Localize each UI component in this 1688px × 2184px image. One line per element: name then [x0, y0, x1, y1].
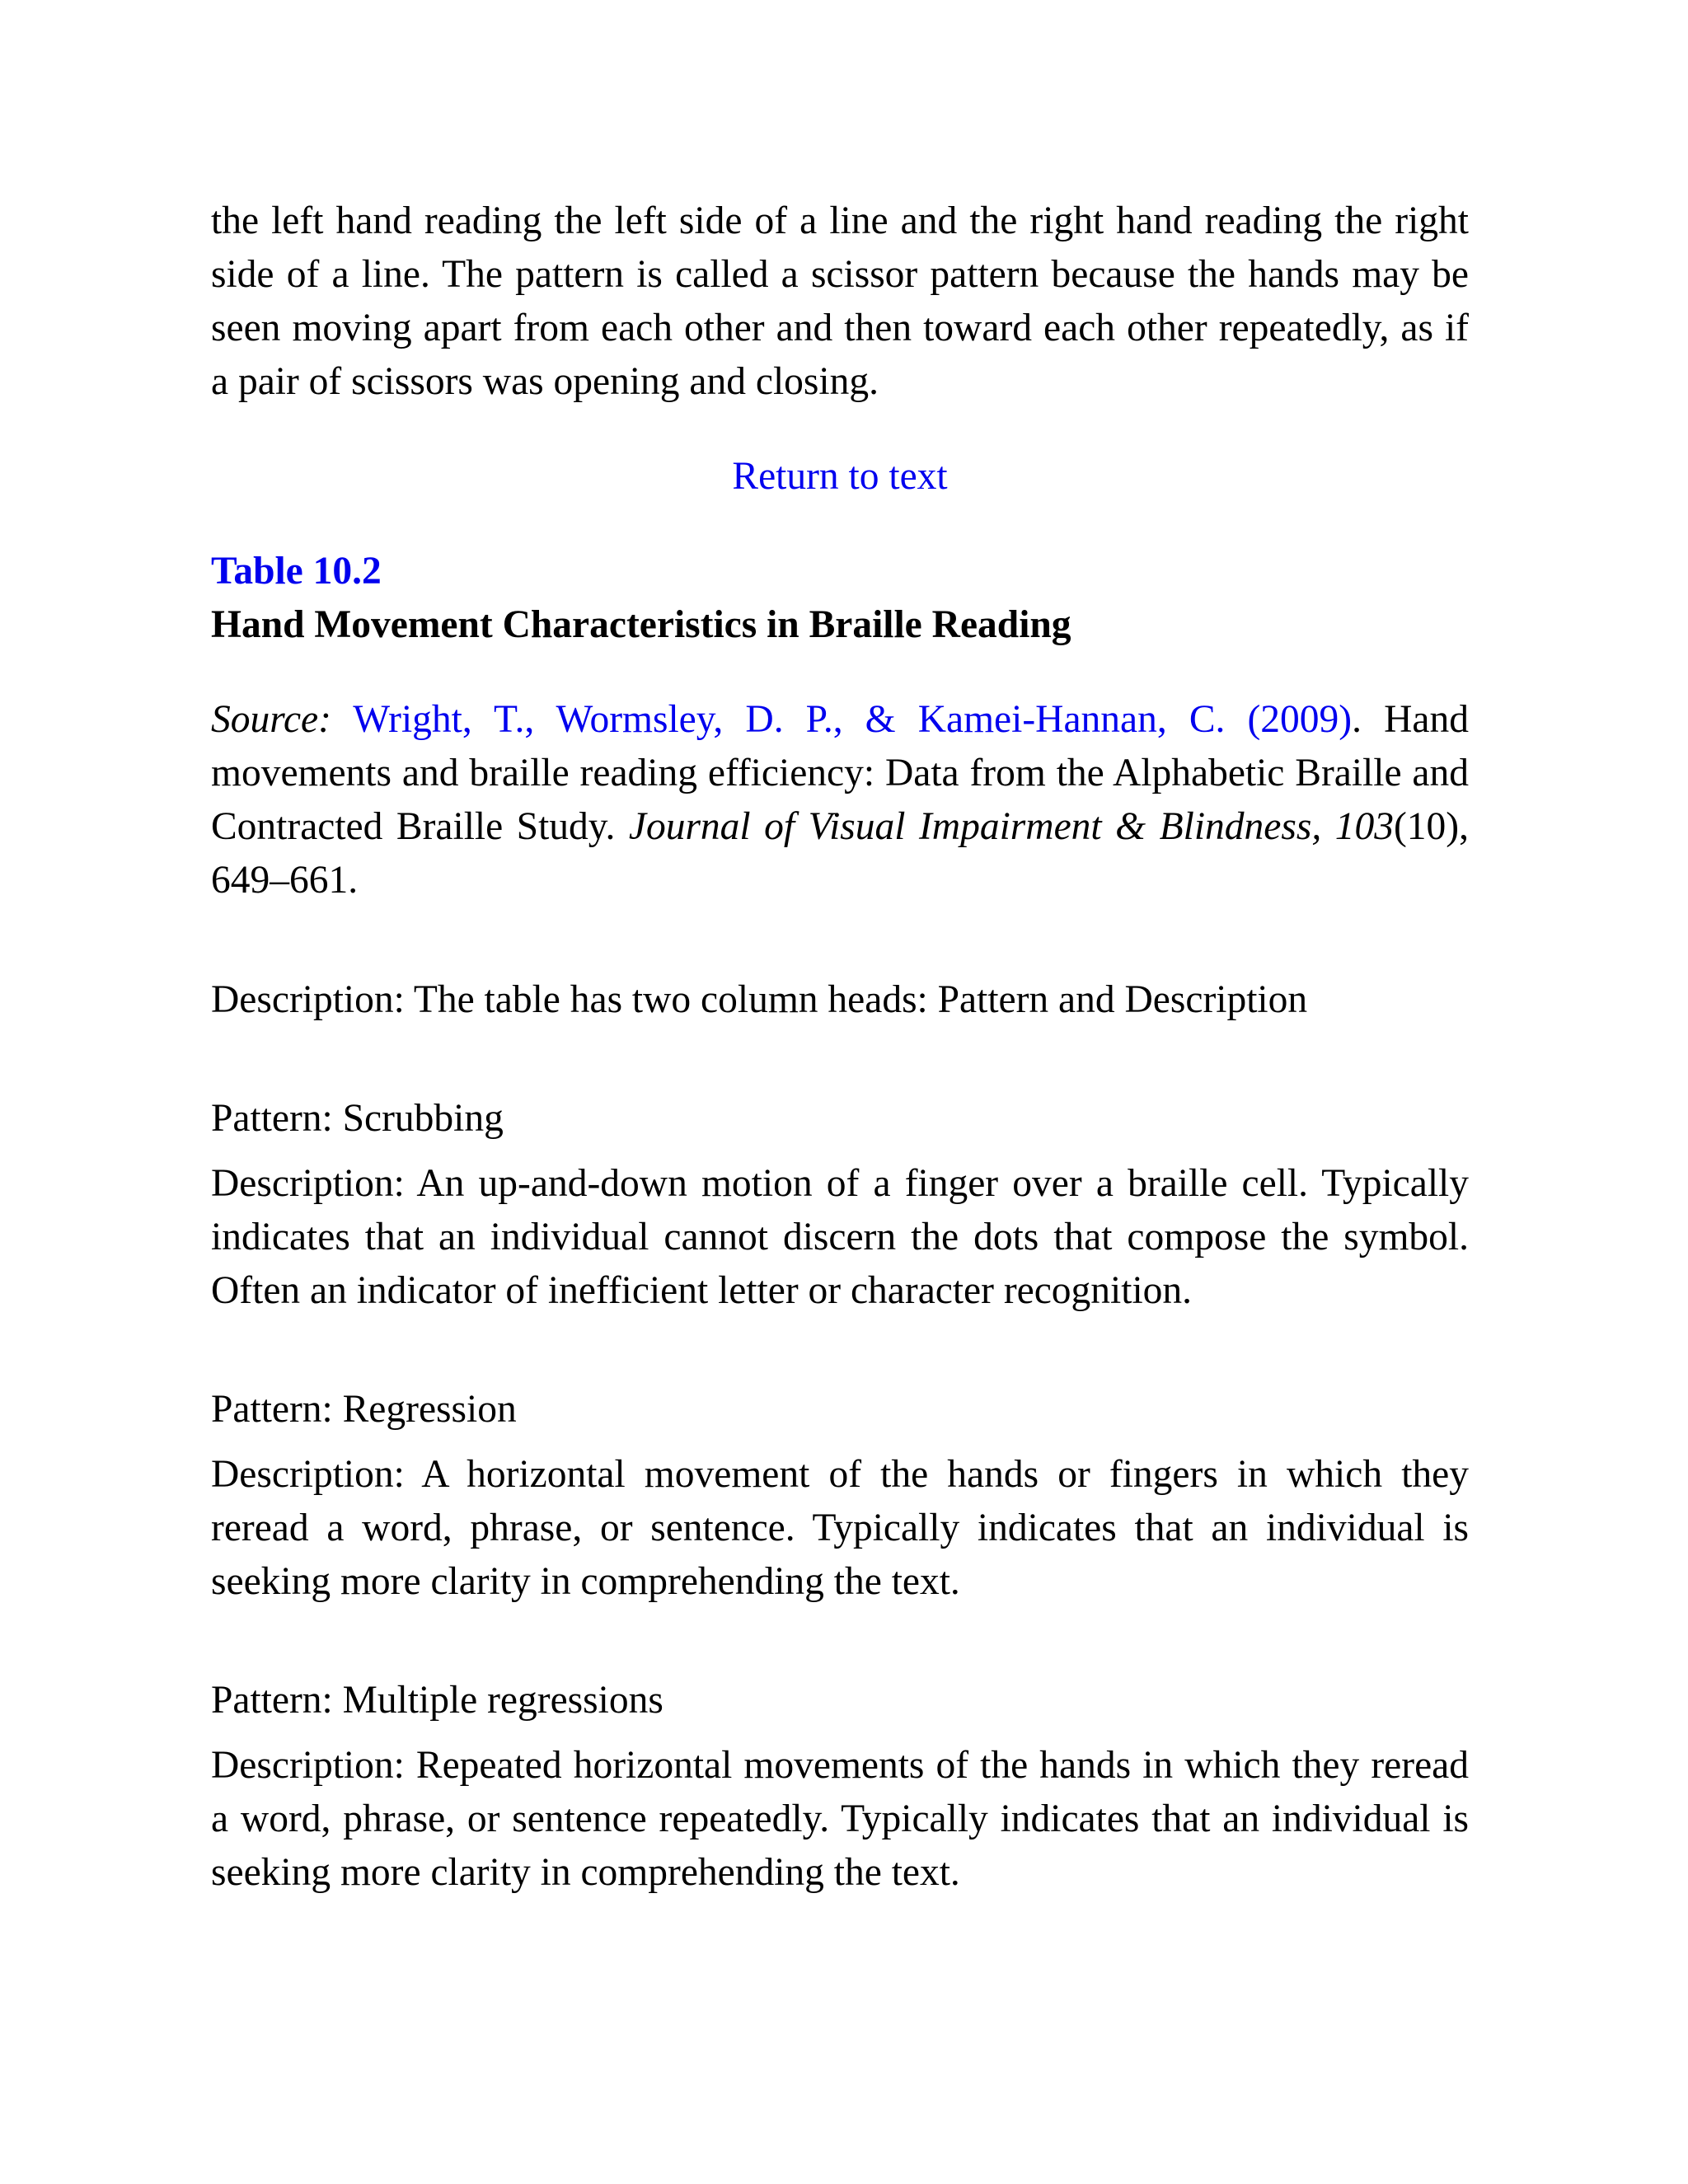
source-label: Source:: [211, 698, 331, 741]
source-volume: 103: [1334, 805, 1394, 848]
pattern-description-multiple-regressions: Description: Repeated horizontal movements of the hands in which they reread a word, phrase, or sentence repeatedly. Typically indicates that an individual is seeking more clarity in comprehending the text.: [211, 1744, 1469, 1894]
pattern-description-scrubbing: Description: An up-and-down motion of a finger over a braille cell. Typically indicates that an individual cannot discern the dots that compose the symbol. Often an indicator of inefficient letter or character recognition.: [211, 1162, 1469, 1312]
table-label: [211, 545, 1469, 598]
table-title: Hand Movement Characteristics in Braille Reading: [211, 603, 1071, 646]
table-description: Description: The table has two column heads: Pattern and Description: [211, 978, 1308, 1021]
pattern-list: [211, 1092, 1469, 1900]
source-citation: [211, 693, 1469, 907]
document-page: [211, 194, 1469, 1900]
table-label-link[interactable]: Table 10.2: [211, 550, 382, 593]
source-issue-pages: (10), 649–661.: [211, 805, 1469, 902]
pattern-name-regression: Pattern: Regression: [211, 1388, 517, 1431]
return-to-text-container: [211, 450, 1469, 504]
return-to-text-link[interactable]: Return to text: [732, 455, 948, 498]
intro-paragraph: the left hand reading the left side of a line and the right hand reading the right side of a line. The pattern is called a scissor pattern because the hands may be seen moving apart from each other and then toward each other repeatedly, as if a pair of scissors was opening and closing.: [211, 199, 1469, 403]
source-citation-link[interactable]: Wright, T., Wormsley, D. P., & Kamei-Hannan, C. (2009): [353, 698, 1353, 741]
pattern-description-regression: Description: A horizontal movement of the hands or fingers in which they reread a word, phrase, or sentence. Typically indicates that an individual is seeking more clarity in comprehending the text.: [211, 1453, 1469, 1603]
source-journal: Journal of Visual Impairment & Blindness,: [628, 805, 1322, 848]
pattern-name-scrubbing: Pattern: Scrubbing: [211, 1097, 504, 1140]
pattern-name-multiple-regressions: Pattern: Multiple regressions: [211, 1679, 663, 1722]
source-title-text: . Hand movements and braille reading efficiency: Data from the Alphabetic Braille and Contracted Braille Study.: [211, 698, 1469, 848]
